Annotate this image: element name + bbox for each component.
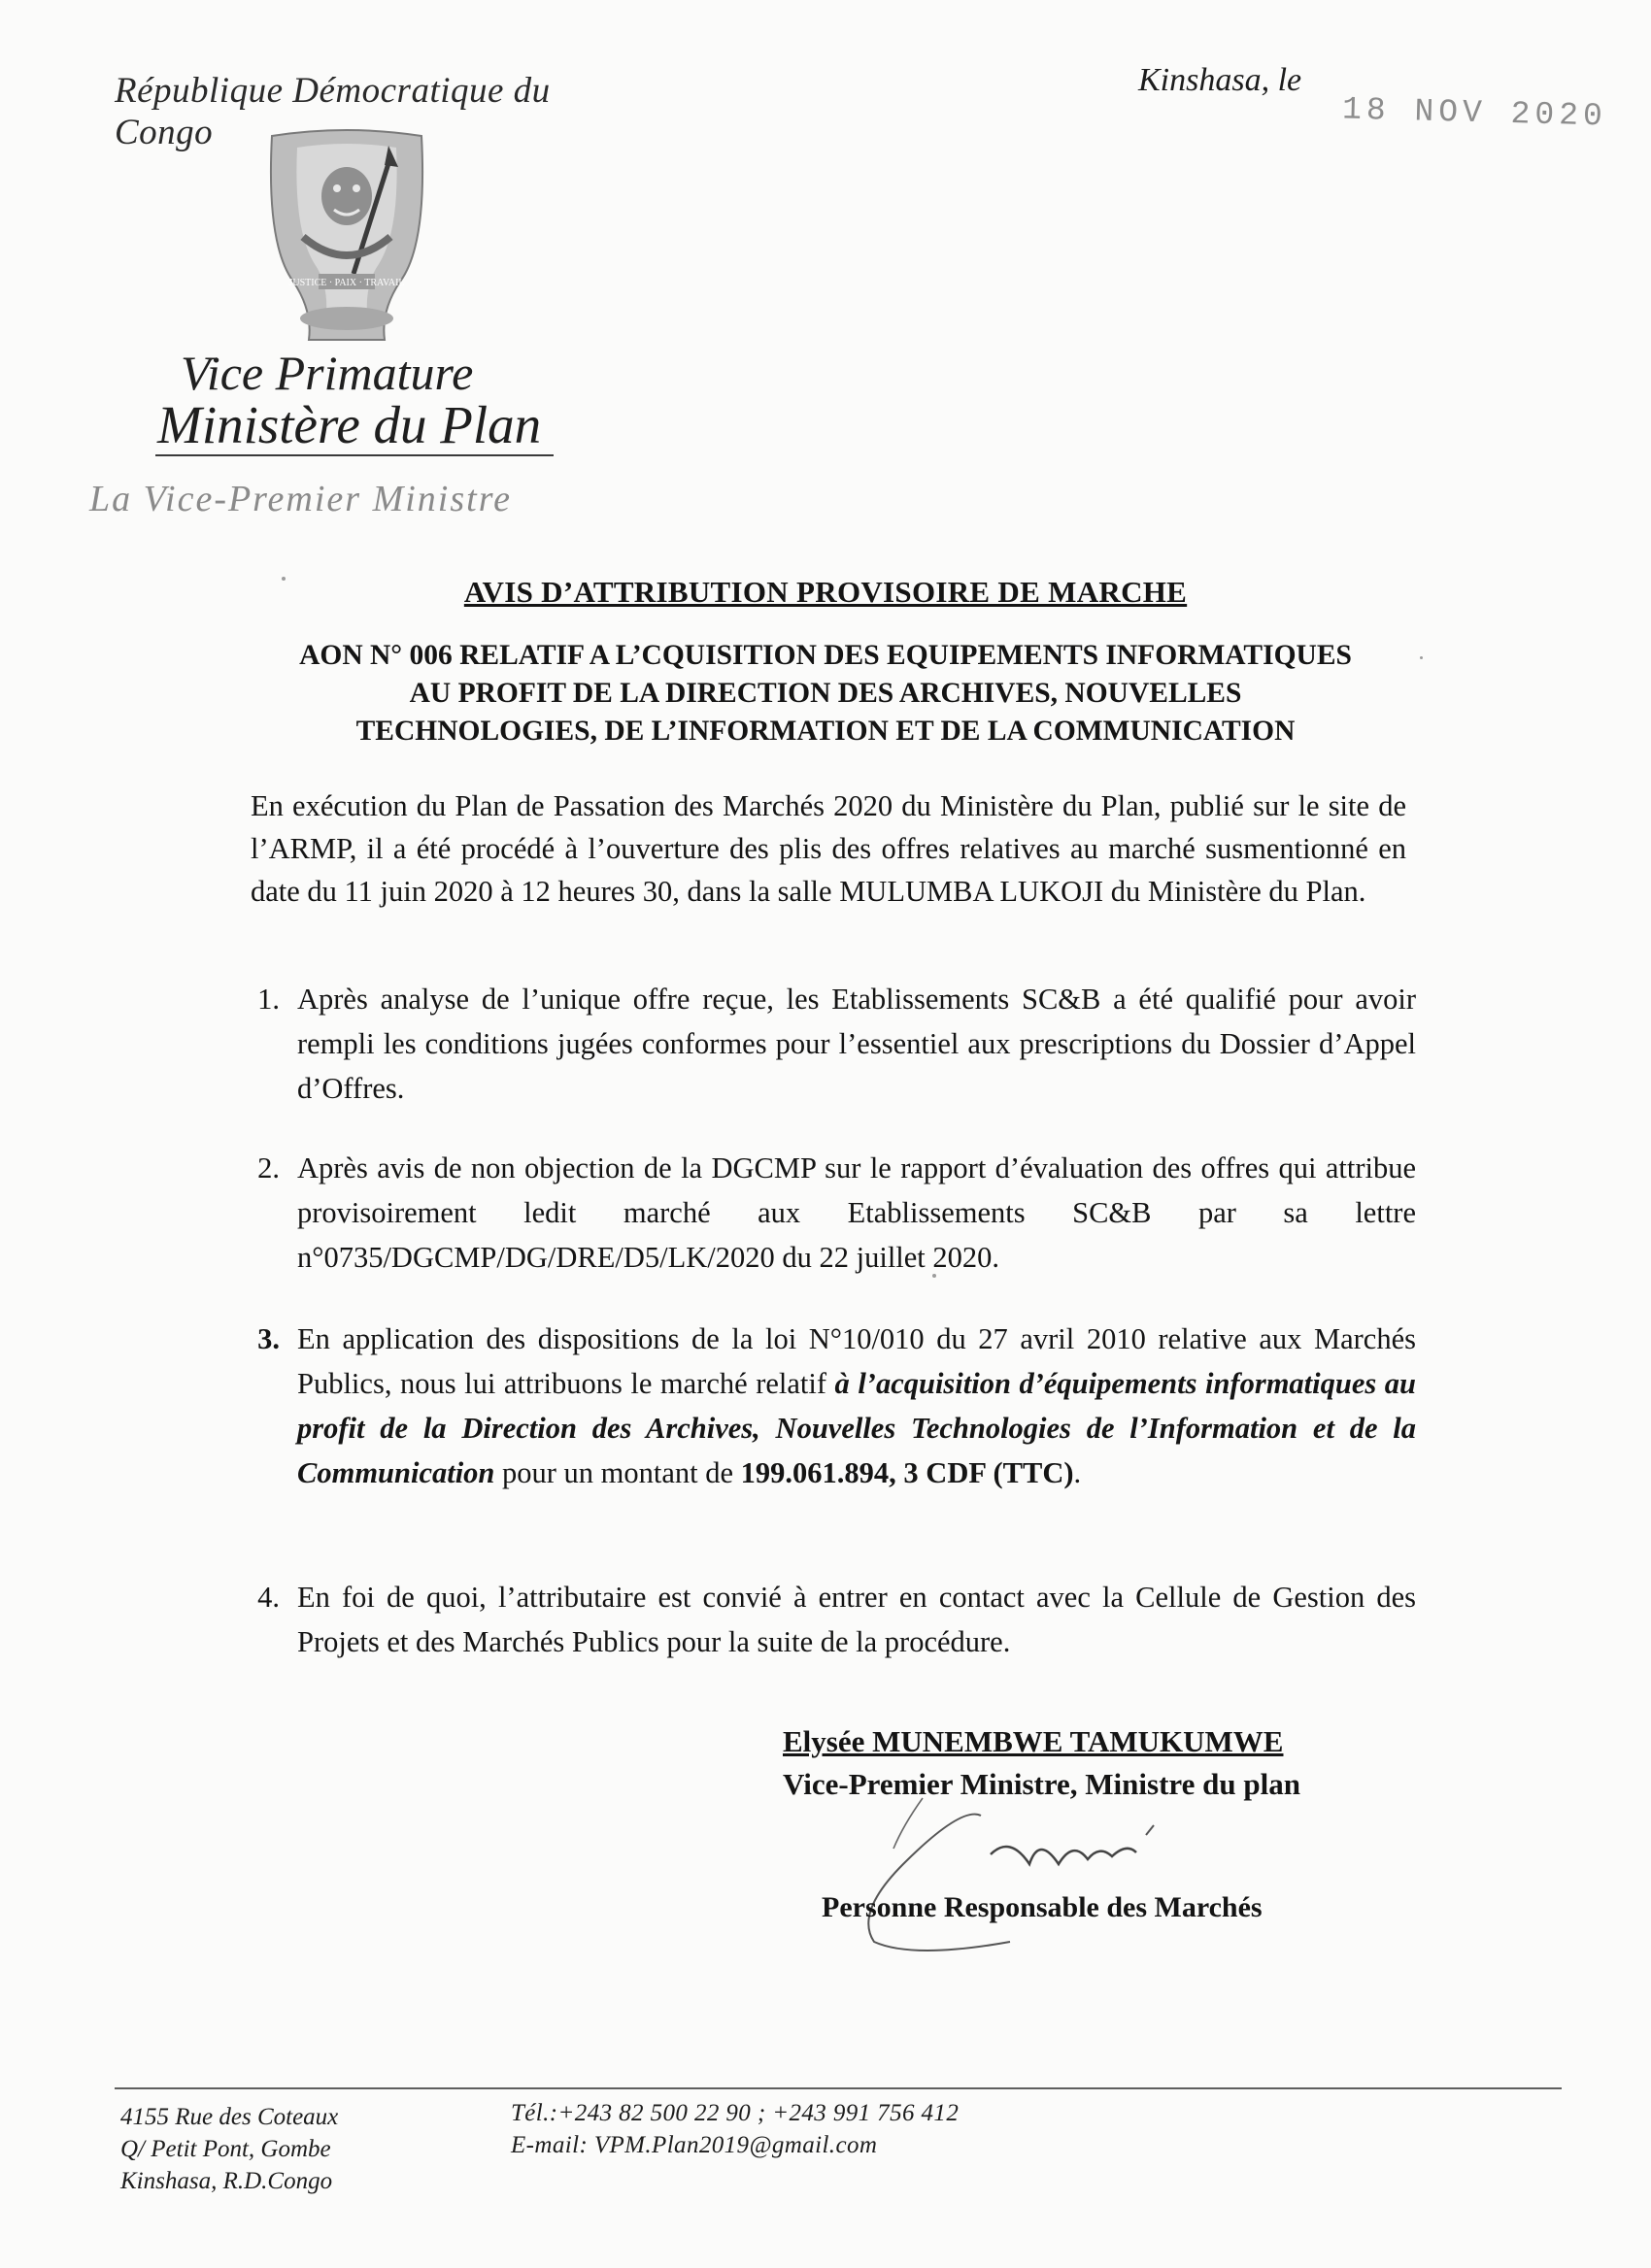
emblem-motto: JUSTICE · PAIX · TRAVAIL (288, 278, 405, 288)
subtitle-line: TECHNOLOGIES, DE L’INFORMATION ET DE LA COMMUNICATION (355, 716, 1296, 747)
address-line: Kinshasa, R.D.Congo (120, 2168, 333, 2194)
subtitle-line: AU PROFIT DE LA DIRECTION DES ARCHIVES, NOUVELLES (409, 678, 1242, 709)
list-item (257, 1575, 1416, 1664)
ministry-heading: Ministère du Plan (157, 395, 542, 454)
scan-speck (932, 1274, 936, 1278)
footer-email: E-mail: VPM.Plan2019@gmail.com (511, 2132, 878, 2158)
contract-amount: 199.061.894, 3 CDF (TTC) (740, 1456, 1074, 1489)
list-item-text: Après avis de non objection de la DGCMP sur le rapport d’évaluation des offres qui attribue provisoirement ledit marché aux Etablissements SC&B par sa lettre n°0735/DGCMP/DG/DRE/D5/LK/2020 du 22 juillet 2020. (297, 1151, 1416, 1274)
footer-phone: Tél.:+243 82 500 22 90 ; +243 991 756 412 (511, 2100, 960, 2126)
list-item-number: 3. (257, 1322, 280, 1355)
address-line: Q/ Petit Pont, Gombe (120, 2136, 331, 2162)
list-item-text: pour un montant de (494, 1456, 741, 1489)
subtitle-line: AON N° 006 RELATIF A L’CQUISITION DES EQUIPEMENTS INFORMATIQUES (299, 640, 1352, 671)
contract-object-emphasis: à l’acquisition d’équipements informatiques au profit de la Direction des Archives, Nouvelles Technologies de l’Information et de la Communication (297, 1367, 1416, 1489)
vice-primature-heading: Vice Primature (181, 346, 474, 400)
signature-scribble-icon (845, 1796, 1292, 1961)
document-title: AVIS D’ATTRIBUTION PROVISOIRE DE MARCHE (463, 575, 1188, 609)
date-label: Kinshasa, le (1138, 62, 1302, 98)
signatory-role: Vice-Premier Ministre, Ministre du plan (783, 1767, 1300, 1801)
footer-address (120, 2101, 338, 2197)
signatory-responsibility: Personne Responsable des Marchés (822, 1891, 1263, 1923)
handwritten-signature (845, 1796, 1292, 1961)
list-item (257, 1317, 1416, 1495)
intro-paragraph: En exécution du Plan de Passation des Marchés 2020 du Ministère du Plan, publié sur le site de l’ARMP, il a été procédé à l’ouverture des plis des offres relatives au marché susmentionné en date du 11 juin 2020 à 12 heures 30, dans la salle MULUMBA LUKOJI du Ministère du Plan. (251, 789, 1406, 908)
scan-speck (1420, 656, 1423, 659)
list-item (257, 977, 1416, 1111)
list-item-text: En foi de quoi, l’attributaire est convié à entrer en contact avec la Cellule de Gestion des Projets et des Marchés Publics pour la suite de la procédure. (297, 1581, 1416, 1658)
date-stamp: 18 NOV 2020 (1341, 91, 1608, 135)
coat-of-arms-icon (264, 128, 429, 350)
list-item-text: En application des dispositions de la loi N°10/010 du 27 avril 2010 relative aux Marchés Publics, nous lui attribuons le marché relatif (297, 1322, 1416, 1400)
coat-of-arms-emblem (264, 128, 429, 350)
footer-contact (511, 2097, 959, 2161)
signatory-name: Elysée MUNEMBWE TAMUKUMWE (783, 1724, 1284, 1758)
footer-divider (115, 2087, 1562, 2089)
list-item-text: . (1073, 1456, 1082, 1489)
list-item-text: Après analyse de l’unique offre reçue, les Etablissements SC&B a été qualifié pour avoir rempli les conditions jugées conformes pour l’essentiel aux prescriptions du Dossier d’Appel d’Offres. (297, 983, 1416, 1105)
list-item-number: 2. (257, 1151, 280, 1184)
list-item-number: 4. (257, 1581, 280, 1614)
republic-header: République Démocratique du Congo (115, 71, 551, 152)
address-line: 4155 Rue des Coteaux (120, 2104, 339, 2130)
document-subtitle (214, 637, 1437, 750)
ministry-underline (155, 454, 554, 456)
vice-premier-minister-line: La Vice-Premier Ministre (89, 479, 512, 519)
list-item (257, 1146, 1416, 1280)
list-item-number: 1. (257, 983, 280, 1016)
scan-speck (282, 577, 286, 581)
